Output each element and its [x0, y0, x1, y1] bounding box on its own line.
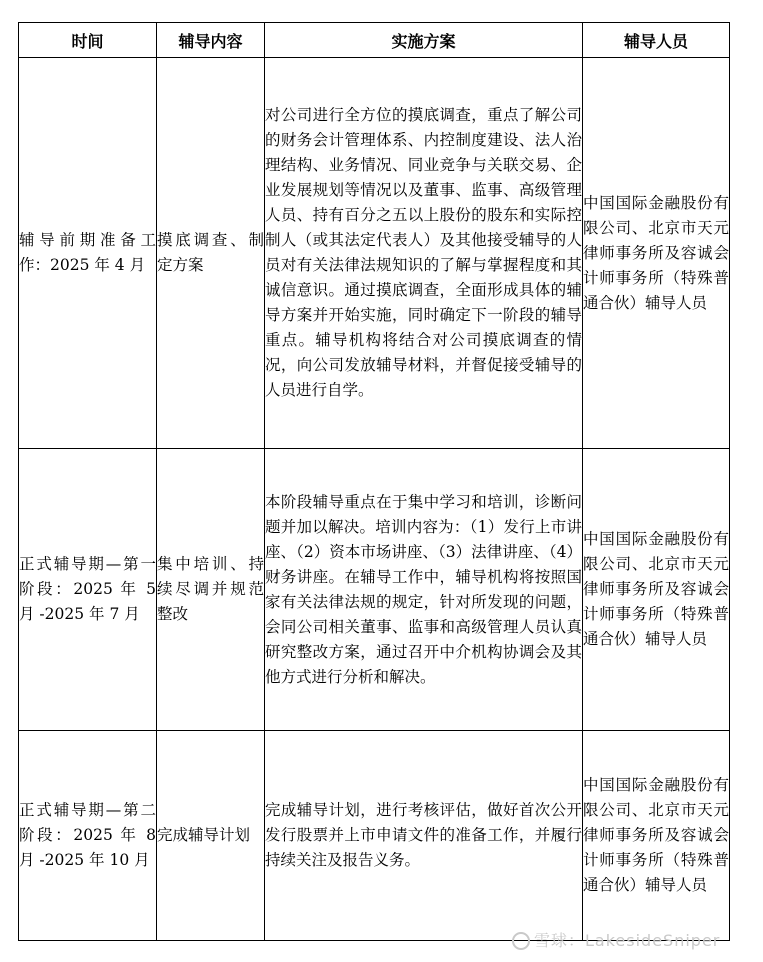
row-staff-cell	[583, 731, 730, 941]
row-plan-cell	[265, 58, 583, 449]
tutoring-plan-table	[18, 22, 730, 941]
snowball-logo-icon	[512, 932, 530, 950]
row-time-text: 正式辅导期—第一阶段：2025 年 5 月 -2025 年 7 月	[19, 555, 156, 623]
table-row	[19, 449, 730, 731]
row-time-cell	[19, 449, 157, 731]
row-content-text: 集中培训、持续尽调并规范整改	[157, 555, 264, 623]
header-time: 时间	[19, 23, 157, 58]
row-content-text: 完成辅导计划	[157, 826, 251, 844]
table-row	[19, 58, 730, 449]
row-staff-cell	[583, 58, 730, 449]
row-plan-text: 本阶段辅导重点在于集中学习和培训，诊断问题并加以解决。培训内容为：（1）发行上市讲座、（2）资本市场讲座、（3）法律讲座、（4）财务讲座。在辅导工作中，辅导机构将按照国家有关法律法规的规定，针对所发现的问题，会同公司相关董事、监事和高级管理人员认真研究整改方案，通过召开中介机构协调会及其他方式进行分析和解决。	[265, 492, 582, 686]
row-time-cell	[19, 58, 157, 449]
row-content-cell	[157, 449, 265, 731]
row-content-cell	[157, 58, 265, 449]
watermark-text: 雪球：LakesideSniper	[534, 931, 721, 950]
table-row	[19, 731, 730, 941]
row-content-cell	[157, 731, 265, 941]
row-plan-text: 对公司进行全方位的摸底调查，重点了解公司的财务会计管理体系、内控制度建设、法人治理结构、业务情况、同业竞争与关联交易、企业发展规划等情况以及董事、监事、高级管理人员、持有百分之五以上股份的股东和实际控制人（或其法定代表人）及其他接受辅导的人员对有关法律法规知识的了解与掌握程度和其诚信意识。通过摸底调查，全面形成具体的辅导方案并开始实施，同时确定下一阶段的辅导重点。辅导机构将结合对公司摸底调查的情况，向公司发放辅导材料，并督促接受辅导的人员进行自学。	[265, 106, 582, 399]
row-staff-text: 中国国际金融股份有限公司、北京市天元律师事务所及容诚会计师事务所（特殊普通合伙）辅导人员	[583, 193, 729, 312]
row-time-text: 辅导前期准备工作：2025 年 4 月	[19, 231, 156, 274]
header-plan: 实施方案	[265, 23, 583, 58]
row-plan-text: 完成辅导计划，进行考核评估，做好首次公开发行股票并上市申请文件的准备工作，并履行持续关注及报告义务。	[265, 801, 582, 869]
watermark	[512, 928, 720, 951]
row-time-text: 正式辅导期—第二阶段：2025 年 8 月 -2025 年 10 月	[19, 801, 156, 869]
header-content: 辅导内容	[157, 23, 265, 58]
row-plan-cell	[265, 731, 583, 941]
table-header-row	[19, 23, 730, 58]
row-staff-text: 中国国际金融股份有限公司、北京市天元律师事务所及容诚会计师事务所（特殊普通合伙）辅导人员	[583, 530, 729, 648]
row-plan-cell	[265, 449, 583, 731]
row-content-text: 摸底调查、制定方案	[157, 231, 264, 274]
row-staff-cell	[583, 449, 730, 731]
header-staff: 辅导人员	[583, 23, 730, 58]
row-time-cell	[19, 731, 157, 941]
row-staff-text: 中国国际金融股份有限公司、北京市天元律师事务所及容诚会计师事务所（特殊普通合伙）辅导人员	[583, 776, 729, 894]
